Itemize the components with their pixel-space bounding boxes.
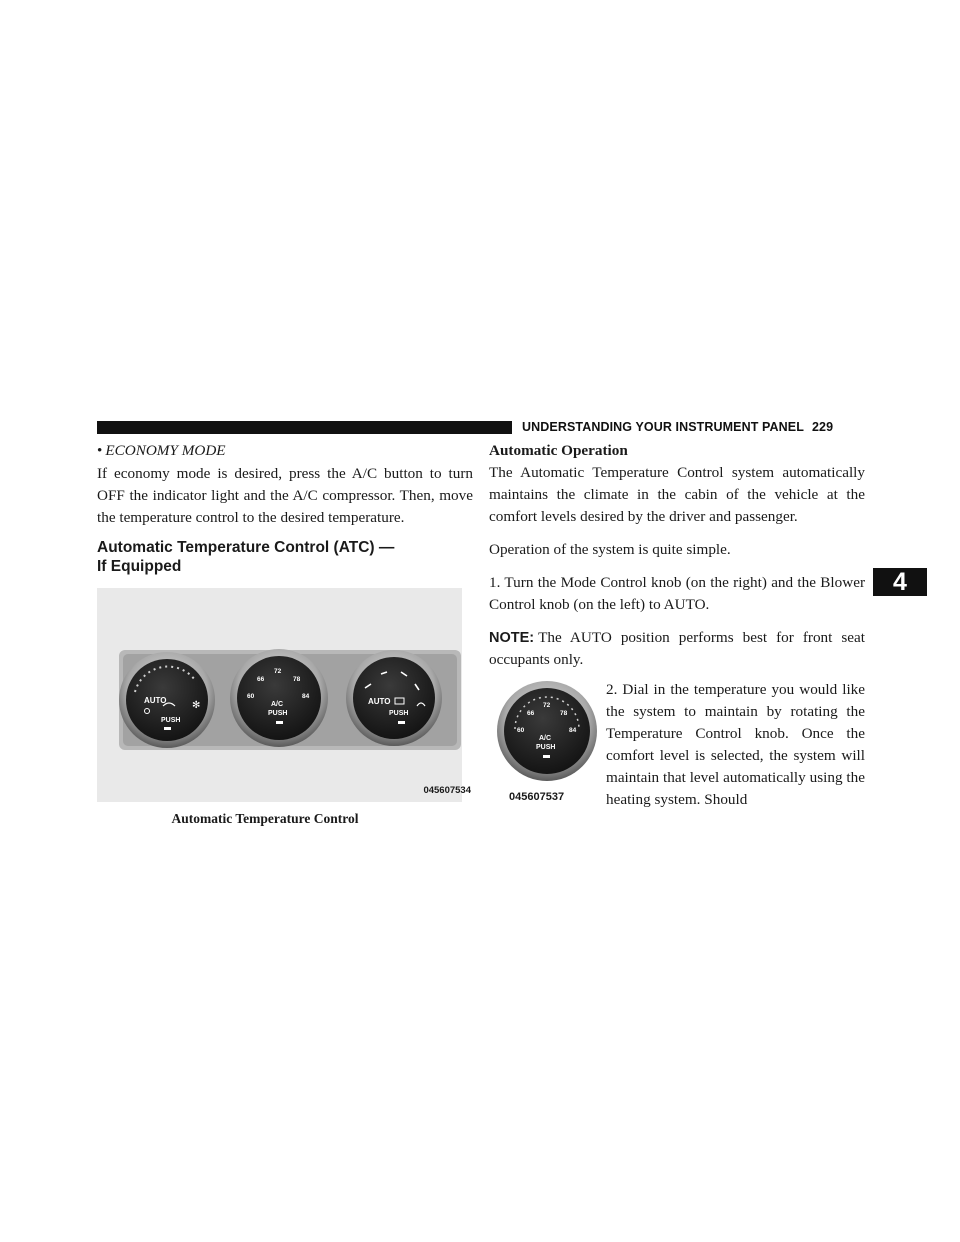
inset-push-label: PUSH bbox=[536, 744, 556, 751]
atc-panel-figure bbox=[97, 588, 473, 802]
section-heading-line1: Automatic Temperature Control (ATC) — bbox=[97, 539, 395, 556]
inset-78-label: 78 bbox=[560, 710, 568, 717]
section-heading bbox=[97, 538, 473, 576]
left-column bbox=[97, 440, 473, 830]
figure-caption: Automatic Temperature Control bbox=[171, 811, 359, 826]
note-paragraph bbox=[489, 627, 865, 671]
paragraph-step2: 2. Dial in the temperature you would like the system to maintain by rotating the Temperature Control knob. Once the comfort level is selected, the system will maintain that level automatically using the heating system. Should bbox=[606, 681, 865, 808]
running-header bbox=[522, 420, 833, 434]
atc-panel-illustration bbox=[97, 588, 473, 802]
chapter-tab: 4 bbox=[873, 568, 927, 596]
temperature-knob bbox=[230, 649, 328, 747]
inset-60-label: 60 bbox=[517, 727, 525, 734]
knob2-72-label: 72 bbox=[274, 668, 282, 675]
knob2-78-label: 78 bbox=[293, 676, 301, 683]
note-text: The AUTO position performs best for front seat occupants only. bbox=[489, 629, 865, 668]
temperature-knob-illustration bbox=[491, 679, 603, 783]
bullet-text: ECONOMY MODE bbox=[105, 442, 226, 459]
inset-figure-id: 045607537 bbox=[509, 791, 565, 803]
right-column bbox=[489, 440, 865, 808]
knob2-push-label: PUSH bbox=[268, 710, 288, 717]
header-title: UNDERSTANDING YOUR INSTRUMENT PANEL bbox=[522, 420, 804, 434]
inset-block bbox=[489, 679, 865, 808]
subheading-automatic-operation: Automatic Operation bbox=[489, 442, 628, 459]
knob1-push-label: PUSH bbox=[161, 717, 181, 724]
mode-knob bbox=[346, 650, 442, 746]
blower-knob bbox=[119, 652, 215, 748]
bullet-dot: • bbox=[97, 442, 103, 459]
knob3-auto-label: AUTO bbox=[368, 697, 391, 706]
inset-66-label: 66 bbox=[527, 710, 535, 717]
paragraph-simple: Operation of the system is quite simple. bbox=[489, 541, 731, 558]
bullet-economy-mode bbox=[97, 440, 473, 462]
inset-72-label: 72 bbox=[543, 702, 551, 709]
knob2-60-label: 60 bbox=[247, 693, 255, 700]
inset-ac-label: A/C bbox=[539, 735, 552, 742]
fan-icon: ✻ bbox=[192, 700, 201, 711]
economy-paragraph: If economy mode is desired, press the A/C button to turn OFF the indicator light and the A/C compressor. Then, move the temperature control to the desired temperature. bbox=[97, 465, 473, 526]
knob3-push-label: PUSH bbox=[389, 710, 409, 717]
header-rule bbox=[97, 421, 512, 434]
figure-id: 045607534 bbox=[423, 785, 471, 796]
temperature-knob-figure bbox=[491, 679, 603, 803]
knob2-84-label: 84 bbox=[302, 693, 310, 700]
paragraph-intro: The Automatic Temperature Control system automatically maintains the climate in the cabin of the vehicle at the comfort levels desired by the driver and passenger. bbox=[489, 464, 865, 525]
note-label: NOTE: bbox=[489, 630, 535, 646]
knob1-auto-label: AUTO bbox=[144, 696, 167, 705]
page-number: 229 bbox=[811, 420, 834, 434]
paragraph-step1: 1. Turn the Mode Control knob (on the right) and the Blower Control knob (on the left) to AUTO. bbox=[489, 574, 865, 613]
section-heading-line2: If Equipped bbox=[97, 558, 182, 575]
knob2-66-label: 66 bbox=[257, 676, 265, 683]
inset-84-label: 84 bbox=[569, 727, 577, 734]
knob2-ac-label: A/C bbox=[271, 701, 284, 708]
